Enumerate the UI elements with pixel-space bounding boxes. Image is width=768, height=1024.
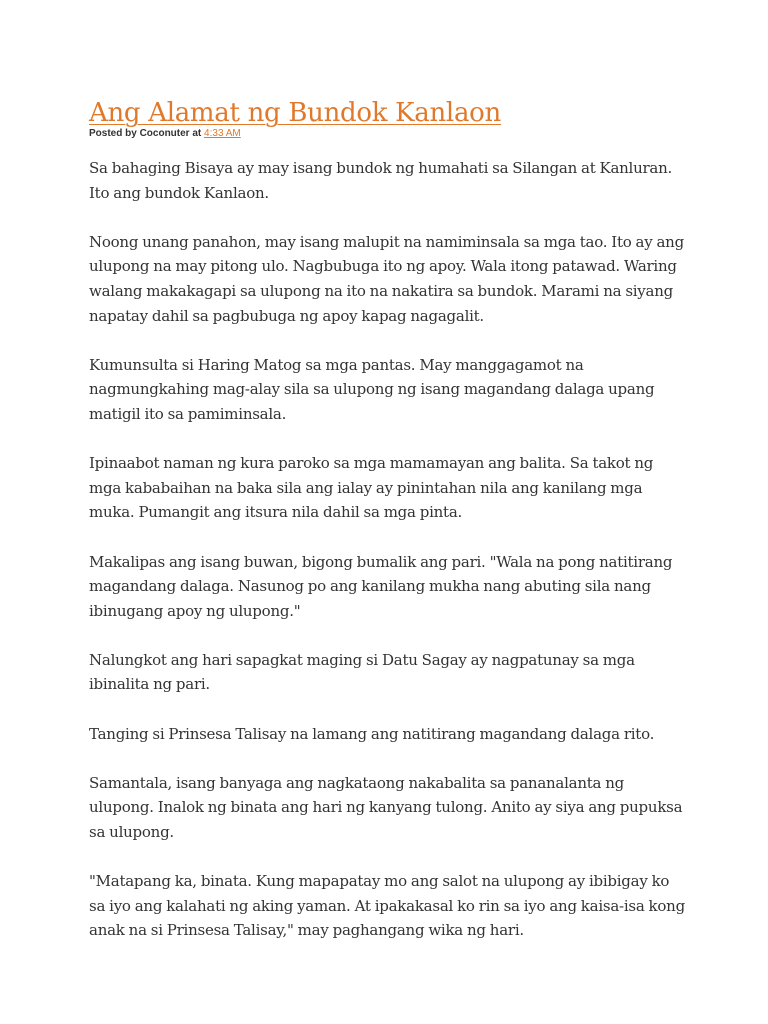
paragraph: Samantala, isang banyaga ang nagkataong nakabalita sa pananalanta ng ulupong. Inalok ng binata ang hari ng kanyang tulong. Anito ay siya ang pupuksa sa ulupong. — [89, 773, 683, 842]
at-label: at — [192, 128, 202, 139]
paragraph: Noong unang panahon, may isang malupit na namiminsala sa mga tao. Ito ay ang ulupong na may pitong ulo. Nagbubuga ito ng apoy. Wala itong patawad. Waring walang makakagapi sa ulupong na ito na nakatira sa bundok. Marami na siyang napatay dahil sa pagbubuga ng apoy kapag nagagalit. — [89, 232, 684, 325]
paragraph: Makalipas ang isang buwan, bigong bumalik ang pari. "Wala na pong natitirang magandang dalaga. Nasunog po ang kanilang mukha nang abuting sila nang ibinugang apoy ng ulupong." — [89, 552, 673, 620]
post-author: Coconuter — [139, 128, 190, 139]
post-body — [89, 156, 689, 943]
paragraph: Kumunsulta si Haring Matog sa mga pantas. May manggagamot na nagmungkahing mag-alay sila sa ulupong ng isang magandang dalaga upang matigil ito sa pamiminsala. — [89, 355, 655, 423]
paragraph: "Matapang ka, binata. Kung mapapatay mo ang salot na ulupong ay ibibigay ko sa iyo ang kalahati ng aking yaman. At ipakakasal ko rin sa iyo ang kaisa-isa kong anak na si Prinsesa Talisay," may paghangang wika ng hari. — [89, 872, 685, 940]
paragraph: Sa bahaging Bisaya ay may isang bundok ng humahati sa Silangan at Kanluran. Ito ang bundok Kanlaon. — [89, 159, 673, 202]
paragraph: Ipinaabot naman ng kura paroko sa mga mamamayan ang balita. Sa takot ng mga kababaihan na baka sila ang ialay ay pinintahan nila ang kanilang mga muka. Pumangit ang itsura nila dahil sa mga pinta. — [89, 454, 654, 522]
post-time-link[interactable]: 4:33 AM — [204, 128, 241, 139]
post-title-link[interactable]: Ang Alamat ng Bundok Kanlaon — [89, 98, 501, 128]
posted-by-label: Posted by — [89, 128, 137, 139]
blog-post — [89, 96, 689, 968]
paragraph: Nalungkot ang hari sapagkat maging si Datu Sagay ay nagpatunay sa mga ibinalita ng pari. — [89, 650, 635, 694]
paragraph: Tanging si Prinsesa Talisay na lamang ang natitirang magandang dalaga rito. — [89, 724, 655, 743]
